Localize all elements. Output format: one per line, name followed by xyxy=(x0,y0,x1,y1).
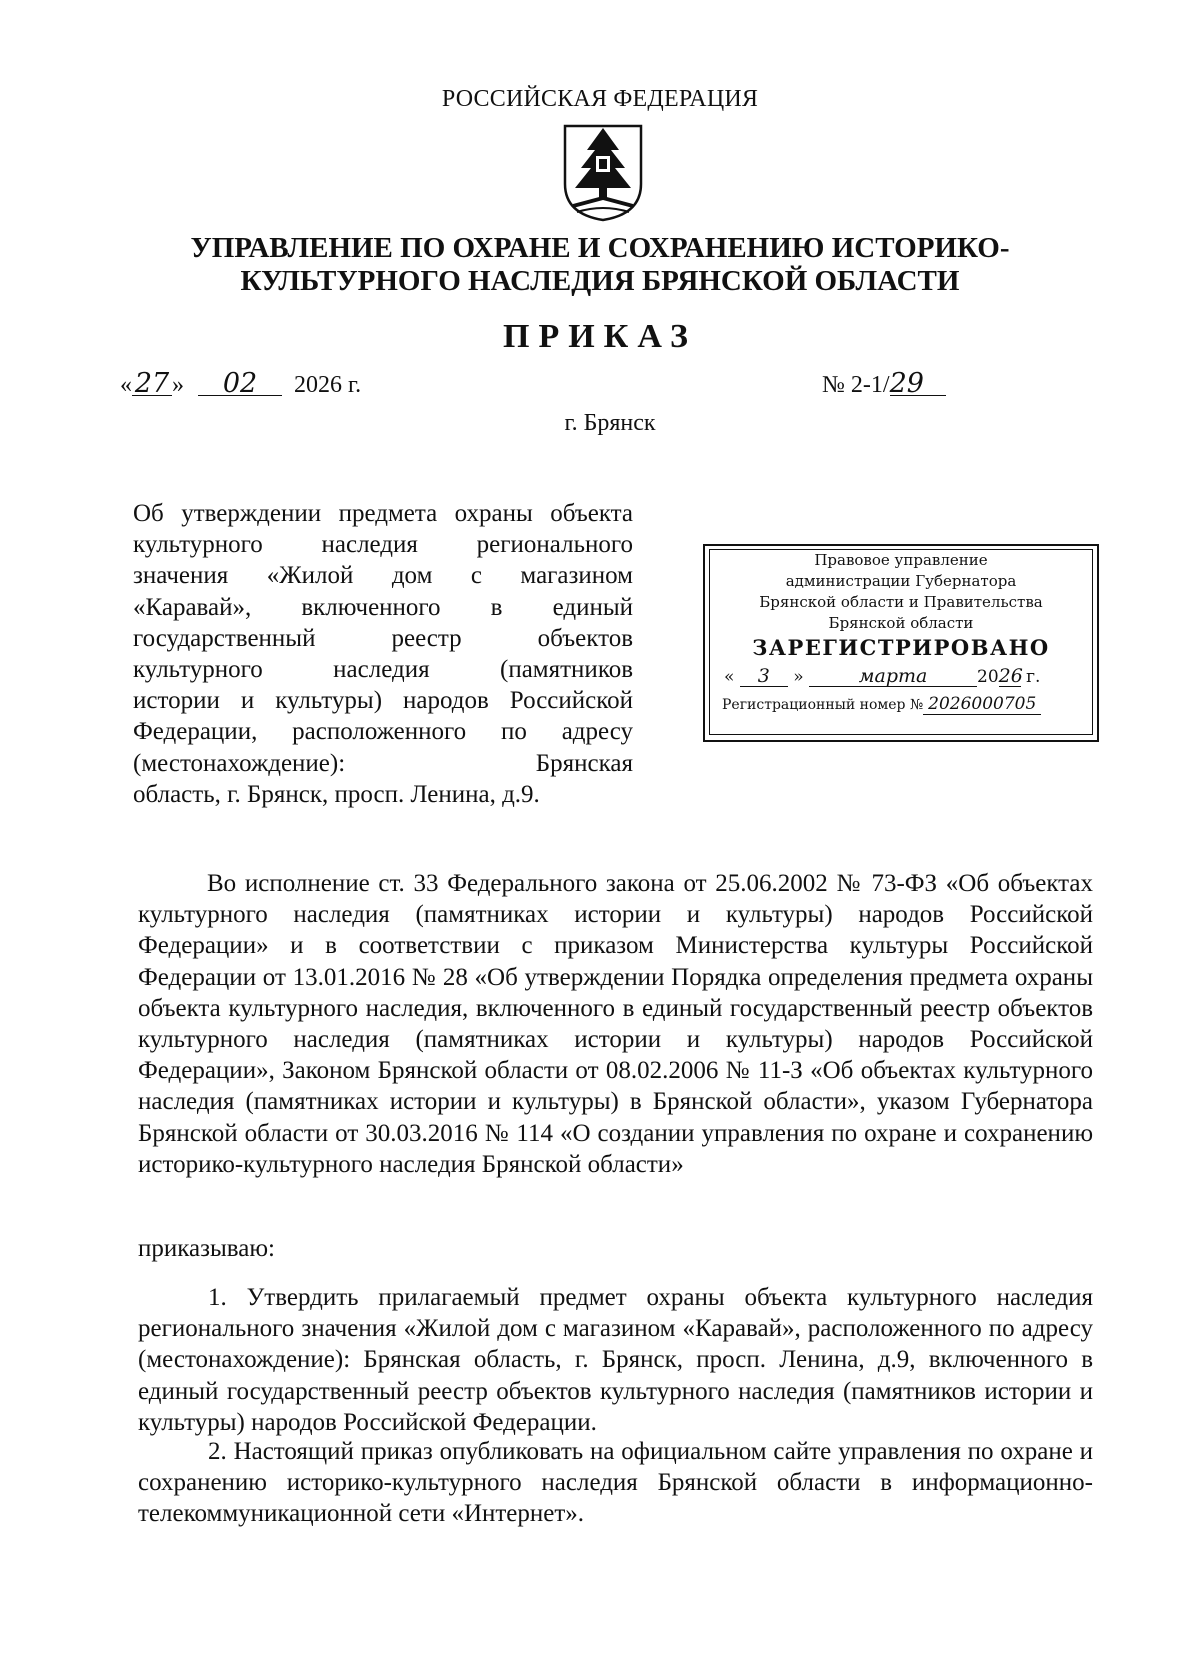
stamp-line: Правовое управление xyxy=(814,551,988,569)
stamp-line: Брянской области xyxy=(828,614,974,632)
order-word: приказываю: xyxy=(138,1235,275,1262)
city: г. Брянск xyxy=(564,410,656,436)
order-subject xyxy=(133,498,633,810)
order-date xyxy=(120,368,362,399)
order-item-2: 2. Настоящий приказ опубликовать на официальном сайте управления по охране и сохранению историко-культурного наследия Брянской области в информационно-телекоммуникационной сети «Интернет». xyxy=(138,1438,1093,1528)
stamp-date-year-prefix: 20 xyxy=(977,667,999,687)
date-open-quote: « xyxy=(120,372,132,398)
subject-line: (местонахождение): Брянская xyxy=(133,749,633,777)
organization-title-line2: КУЛЬТУРНОГО НАСЛЕДИЯ БРЯНСКОЙ ОБЛАСТИ xyxy=(240,265,960,297)
subject-line: Федерации, расположенного по адресу xyxy=(133,718,633,746)
stamp-date-mid: » xyxy=(793,667,804,687)
coat-of-arms-icon xyxy=(563,122,643,222)
stamp-reg-label: Регистрационный номер № xyxy=(722,697,924,713)
stamp-date-g: г. xyxy=(1026,667,1041,687)
stamp-registered: ЗАРЕГИСТРИРОВАНО xyxy=(752,635,1050,660)
subject-line: «Каравай», включенного в единый xyxy=(133,593,633,621)
date-month: 02 xyxy=(198,373,282,396)
subject-line: культурного наследия регионального xyxy=(133,531,633,559)
registration-stamp-inner xyxy=(709,549,1093,735)
stamp-date-year-suffix: 26 xyxy=(998,665,1023,687)
country-heading: РОССИЙСКАЯ ФЕДЕРАЦИЯ xyxy=(441,86,759,112)
order-number xyxy=(822,368,946,399)
subject-line: Об утверждении предмета охраны объекта xyxy=(133,500,633,527)
stamp-date-month: марта xyxy=(809,666,977,687)
registration-stamp xyxy=(703,544,1099,742)
subject-line: значения «Жилой дом с магазином xyxy=(133,562,633,590)
stamp-date-open: « xyxy=(724,667,735,687)
document-type-title: ПРИКАЗ xyxy=(503,318,697,355)
stamp-date-day: 3 xyxy=(740,666,788,687)
stamp-date xyxy=(710,662,1092,692)
date-close-quote: » xyxy=(172,372,184,398)
organization-title-line1: УПРАВЛЕНИЕ ПО ОХРАНЕ И СОХРАНЕНИЮ ИСТОРИКО- xyxy=(190,232,1010,264)
date-year: 2026 г. xyxy=(294,372,362,398)
subject-line: область, г. Брянск, просп. Ленина, д.9. xyxy=(133,780,540,808)
organization-title xyxy=(150,232,1050,298)
subject-line: истории и культуры) народов Российской xyxy=(133,687,633,715)
order-item-1: 1. Утвердить прилагаемый предмет охраны объекта культурного наследия регионального значения «Жилой дом с магазином «Каравай», расположенного по адресу (местонахождение): Брянская область, г. Брянск, просп. Ленина, д.9, включенного в единый государственный реестр объектов культурного наследия (памятников истории и культуры) народов Российской Федерации. xyxy=(138,1284,1093,1436)
preamble-paragraph: Во исполнение ст. 33 Федерального закона от 25.06.2002 № 73-ФЗ «Об объектах культурного наследия (памятниках истории и культуры) народов Российской Федерации» и в соответствии с приказом Министерства культуры Российской Федерации от 13.01.2016 № 28 «Об утверждении Порядка определения предмета охраны объекта культурного наследия, включенного в единый государственный реестр объектов культурного наследия (памятниках истории и культуры) народов Российской Федерации», Законом Брянской области от 08.02.2006 № 11-З «Об объектах культурного наследия (памятниках истории и культуры) в Брянской области», указом Губернатора Брянской области от 30.03.2016 № 114 «О создании управления по охране и сохранению историко-культурного наследия Брянской области» xyxy=(138,870,1093,1178)
date-day: 27 xyxy=(132,373,172,396)
stamp-reg-number: 2026000705 xyxy=(923,694,1041,715)
subject-line: культурного наследия (памятников xyxy=(133,656,633,684)
stamp-line: Брянской области и Правительства xyxy=(759,593,1043,611)
stamp-reg-number-line xyxy=(710,692,1092,718)
stamp-line: администрации Губернатора xyxy=(785,572,1017,590)
subject-line: государственный реестр объектов xyxy=(133,624,633,652)
order-number-prefix: № 2-1/ xyxy=(822,372,890,398)
order-number-value: 29 xyxy=(890,373,946,396)
